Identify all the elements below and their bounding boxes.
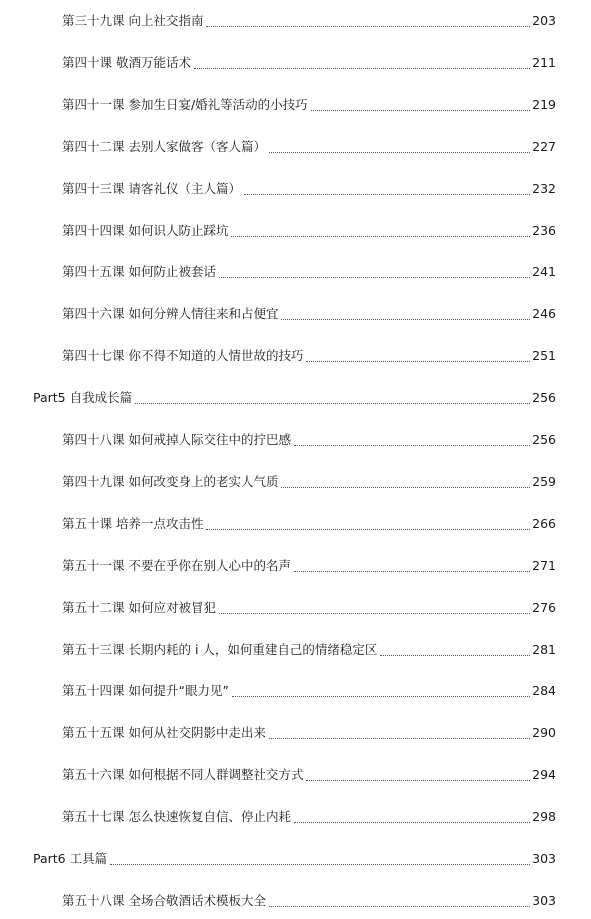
toc-entry[interactable]: [62, 638, 556, 660]
toc-leader-dots: [281, 487, 530, 488]
toc-page-number: 276: [532, 599, 556, 615]
toc-leader-dots: [232, 696, 530, 697]
toc-leader-dots: [110, 864, 530, 865]
toc-leader-dots: [206, 26, 530, 27]
toc-entry[interactable]: [62, 9, 556, 31]
toc-entry-title: 第五十五课 如何从社交阴影中走出来: [62, 725, 266, 741]
toc-entry[interactable]: [62, 51, 556, 73]
toc-leader-dots: [219, 277, 530, 278]
toc-entry-title: 第五十课 培养一点攻击性: [62, 515, 204, 531]
toc-entry[interactable]: [62, 470, 556, 492]
toc-entry-title: 第五十四课 如何提升“眼力见”: [62, 683, 229, 699]
toc-leader-dots: [306, 780, 530, 781]
toc-page-number: 303: [532, 851, 556, 866]
toc-entry[interactable]: [62, 135, 556, 157]
toc-entry[interactable]: [62, 219, 556, 241]
toc-page-number: 203: [532, 13, 556, 28]
toc-page-number: 246: [532, 306, 556, 322]
toc-page-number: 266: [532, 515, 556, 531]
toc-entry-title: 第四十九课 如何改变身上的老实人气质: [62, 473, 279, 489]
toc-part-entry[interactable]: [33, 386, 556, 408]
toc-leader-dots: [306, 361, 530, 362]
toc-entry[interactable]: [62, 679, 556, 701]
toc-entry-title: 第四十课 敬酒万能话术: [62, 54, 191, 70]
toc-entry-title: 第四十三课 请客礼仪（主人篇）: [62, 180, 241, 196]
toc-leader-dots: [206, 529, 530, 530]
toc-entry-title: 第四十六课 如何分辨人情往来和占便宜: [62, 306, 279, 322]
toc-page-number: 227: [532, 138, 556, 154]
toc-page-number: 284: [532, 683, 556, 699]
toc-part-entry[interactable]: [33, 847, 556, 869]
toc-entry[interactable]: [62, 889, 556, 911]
toc-leader-dots: [311, 110, 530, 111]
toc-page-number: 219: [532, 96, 556, 112]
toc-leader-dots: [194, 68, 530, 69]
toc-entry[interactable]: [62, 344, 556, 366]
toc-leader-dots: [269, 906, 530, 907]
toc-entry-title: 第五十六课 如何根据不同人群调整社交方式: [62, 767, 304, 783]
toc-page-number: 256: [532, 432, 556, 447]
toc-entry[interactable]: [62, 302, 556, 324]
toc-page-number: 294: [532, 767, 556, 783]
toc-entry[interactable]: [62, 554, 556, 576]
toc-leader-dots: [294, 822, 530, 823]
toc-page-number: 232: [532, 180, 556, 196]
toc-leader-dots: [231, 236, 530, 237]
toc-leader-dots: [294, 571, 530, 572]
toc-leader-dots: [219, 613, 530, 614]
toc-page-number: 290: [532, 725, 556, 741]
toc-entry-title: 第四十一课 参加生日宴/婚礼等活动的小技巧: [62, 96, 308, 112]
toc-leader-dots: [244, 194, 530, 195]
toc-page-number: 281: [532, 641, 556, 657]
toc-leader-dots: [380, 655, 530, 656]
toc-entry[interactable]: [62, 512, 556, 534]
toc-entry-title: 第四十七课 你不得不知道的人情世故的技巧: [62, 348, 304, 364]
toc-page-number: 251: [532, 348, 556, 364]
toc-page-number: 259: [532, 473, 556, 489]
toc-entry[interactable]: [62, 177, 556, 199]
toc-entry[interactable]: [62, 596, 556, 618]
toc-leader-dots: [135, 403, 530, 404]
toc-entry[interactable]: [62, 428, 556, 450]
toc-entry[interactable]: [62, 93, 556, 115]
toc-entry-title: 第四十二课 去别人家做客（客人篇）: [62, 138, 266, 154]
toc-leader-dots: [294, 445, 530, 446]
toc-entry-title: 第五十一课 不要在乎你在别人心中的名声: [62, 557, 291, 573]
toc-entry-title: Part6 工具篇: [33, 851, 108, 866]
toc-page-number: 211: [532, 54, 556, 70]
toc-page-number: 303: [532, 892, 556, 908]
toc-entry-title: 第四十四课 如何识人防止踩坑: [62, 222, 229, 238]
toc-entry-title: Part5 自我成长篇: [33, 390, 133, 406]
toc-entry-title: 第五十七课 怎么快速恢复自信、停止内耗: [62, 809, 291, 825]
toc-entry-title: 第五十八课 全场合敬酒话术模板大全: [62, 892, 266, 908]
toc-leader-dots: [269, 152, 530, 153]
toc-entry[interactable]: [62, 763, 556, 785]
toc-page-number: 241: [532, 264, 556, 280]
toc-page-number: 271: [532, 557, 556, 573]
toc-entry[interactable]: [62, 260, 556, 282]
toc-entry[interactable]: [62, 805, 556, 827]
toc-entry-title: 第五十二课 如何应对被冒犯: [62, 599, 216, 615]
toc-entry-title: 第四十五课 如何防止被套话: [62, 264, 216, 280]
toc-entry[interactable]: [62, 721, 556, 743]
toc-page-number: 236: [532, 222, 556, 238]
toc-page-number: 256: [532, 390, 556, 406]
toc-leader-dots: [281, 319, 530, 320]
toc-leader-dots: [269, 738, 530, 739]
toc-entry-title: 第五十三课 长期内耗的 i 人，如何重建自己的情绪稳定区: [62, 641, 378, 657]
toc-entry-title: 第三十九课 向上社交指南: [62, 13, 204, 28]
toc-page-number: 298: [532, 809, 556, 825]
toc-entry-title: 第四十八课 如何戒掉人际交往中的拧巴感: [62, 432, 291, 447]
